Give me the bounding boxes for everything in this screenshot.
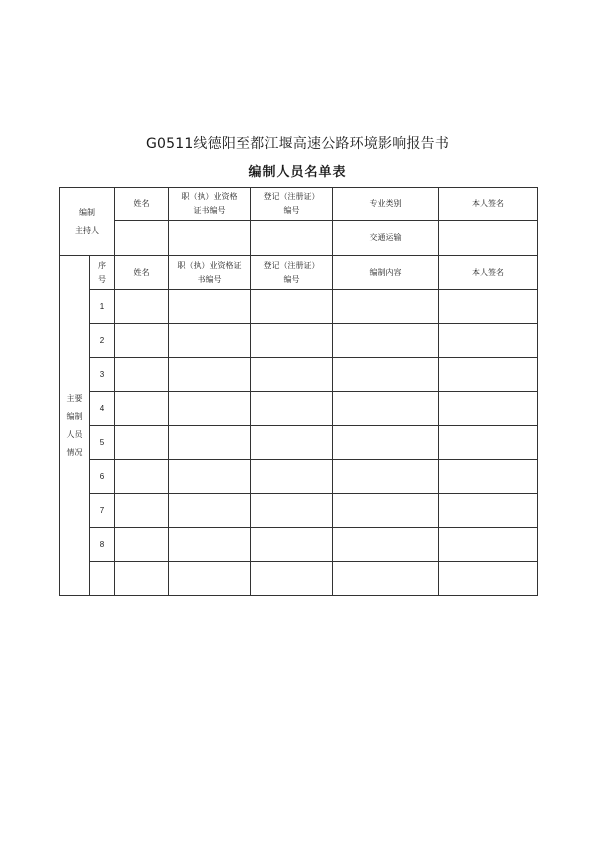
- staff-signature-cell: [439, 324, 538, 358]
- staff-content-cell: [333, 460, 439, 494]
- table-row: [60, 460, 538, 494]
- staff-name-cell: [115, 460, 169, 494]
- table-row: [60, 528, 538, 562]
- host-signature-header: 本人签名: [439, 188, 538, 221]
- host-category-cell: 交通运输: [333, 221, 439, 256]
- staff-index-header: 序 号: [90, 256, 115, 290]
- row-number: 5: [90, 426, 115, 460]
- host-value-row: [60, 221, 538, 256]
- staff-cert-cell: [169, 290, 251, 324]
- staff-signature-cell: [439, 494, 538, 528]
- staff-signature-header: 本人签名: [439, 256, 538, 290]
- staff-signature-cell: [439, 528, 538, 562]
- staff-signature-cell: [439, 290, 538, 324]
- row-number: 1: [90, 290, 115, 324]
- staff-content-cell: [333, 426, 439, 460]
- row-number: [90, 562, 115, 596]
- table-row: [60, 358, 538, 392]
- staff-reg-header: 登记（注册证） 编号: [251, 256, 333, 290]
- row-number: 7: [90, 494, 115, 528]
- staff-cert-header: 职（执）业资格证 书编号: [169, 256, 251, 290]
- host-header-row: [60, 188, 538, 221]
- staff-signature-cell: [439, 392, 538, 426]
- staff-signature-cell: [439, 460, 538, 494]
- staff-cert-cell: [169, 528, 251, 562]
- staff-list-table: [59, 187, 538, 596]
- staff-name-cell: [115, 290, 169, 324]
- staff-label-line: 人员: [66, 429, 83, 439]
- staff-signature-cell: [439, 358, 538, 392]
- staff-content-header: 编制内容: [333, 256, 439, 290]
- staff-reg-cell: [251, 290, 333, 324]
- staff-cert-cell: [169, 426, 251, 460]
- staff-reg-cell: [251, 392, 333, 426]
- staff-reg-cell: [251, 528, 333, 562]
- document-title: G0511线德阳至都江堰高速公路环境影响报告书: [145, 136, 450, 152]
- host-reg-header: 登记（注册证） 编号: [251, 188, 333, 221]
- staff-label-line: 情况: [66, 447, 83, 457]
- staff-name-cell: [115, 562, 169, 596]
- staff-content-cell: [333, 392, 439, 426]
- staff-content-cell: [333, 324, 439, 358]
- staff-reg-cell: [251, 324, 333, 358]
- staff-cert-cell: [169, 324, 251, 358]
- staff-name-cell: [115, 494, 169, 528]
- staff-name-cell: [115, 392, 169, 426]
- staff-label-cell: [60, 256, 90, 596]
- staff-content-cell: [333, 494, 439, 528]
- staff-cert-cell: [169, 562, 251, 596]
- staff-cert-cell: [169, 392, 251, 426]
- host-cert-header: 职（执）业资格 证书编号: [169, 188, 251, 221]
- host-cert-cell: [169, 221, 251, 256]
- row-number: 4: [90, 392, 115, 426]
- host-reg-cell: [251, 221, 333, 256]
- staff-reg-cell: [251, 426, 333, 460]
- staff-label-line: 主要: [66, 393, 83, 403]
- table-row: [60, 494, 538, 528]
- staff-content-cell: [333, 528, 439, 562]
- staff-signature-cell: [439, 562, 538, 596]
- staff-content-cell: [333, 290, 439, 324]
- staff-cert-cell: [169, 358, 251, 392]
- host-name-header: 姓名: [115, 188, 169, 221]
- staff-header-row: [60, 256, 538, 290]
- staff-label-line: 编制: [66, 411, 83, 421]
- host-label-line2: 主持人: [75, 225, 99, 235]
- host-category-header: 专业类别: [333, 188, 439, 221]
- staff-name-cell: [115, 324, 169, 358]
- row-number: 2: [90, 324, 115, 358]
- row-number: 8: [90, 528, 115, 562]
- staff-reg-cell: [251, 562, 333, 596]
- staff-reg-cell: [251, 494, 333, 528]
- table-row: [60, 562, 538, 596]
- row-number: 3: [90, 358, 115, 392]
- host-label-line1: 编制: [79, 207, 95, 217]
- staff-cert-cell: [169, 494, 251, 528]
- staff-cert-cell: [169, 460, 251, 494]
- host-name-cell: [115, 221, 169, 256]
- staff-name-cell: [115, 358, 169, 392]
- host-label-cell: [60, 188, 115, 256]
- staff-content-cell: [333, 358, 439, 392]
- staff-name-header: 姓名: [115, 256, 169, 290]
- table-row: [60, 290, 538, 324]
- document-subtitle: 编制人员名单表: [248, 165, 347, 180]
- staff-reg-cell: [251, 460, 333, 494]
- staff-name-cell: [115, 426, 169, 460]
- row-number: 6: [90, 460, 115, 494]
- staff-signature-cell: [439, 426, 538, 460]
- table-row: [60, 324, 538, 358]
- staff-reg-cell: [251, 358, 333, 392]
- staff-content-cell: [333, 562, 439, 596]
- staff-name-cell: [115, 528, 169, 562]
- table-row: [60, 392, 538, 426]
- table-row: [60, 426, 538, 460]
- host-signature-cell: [439, 221, 538, 256]
